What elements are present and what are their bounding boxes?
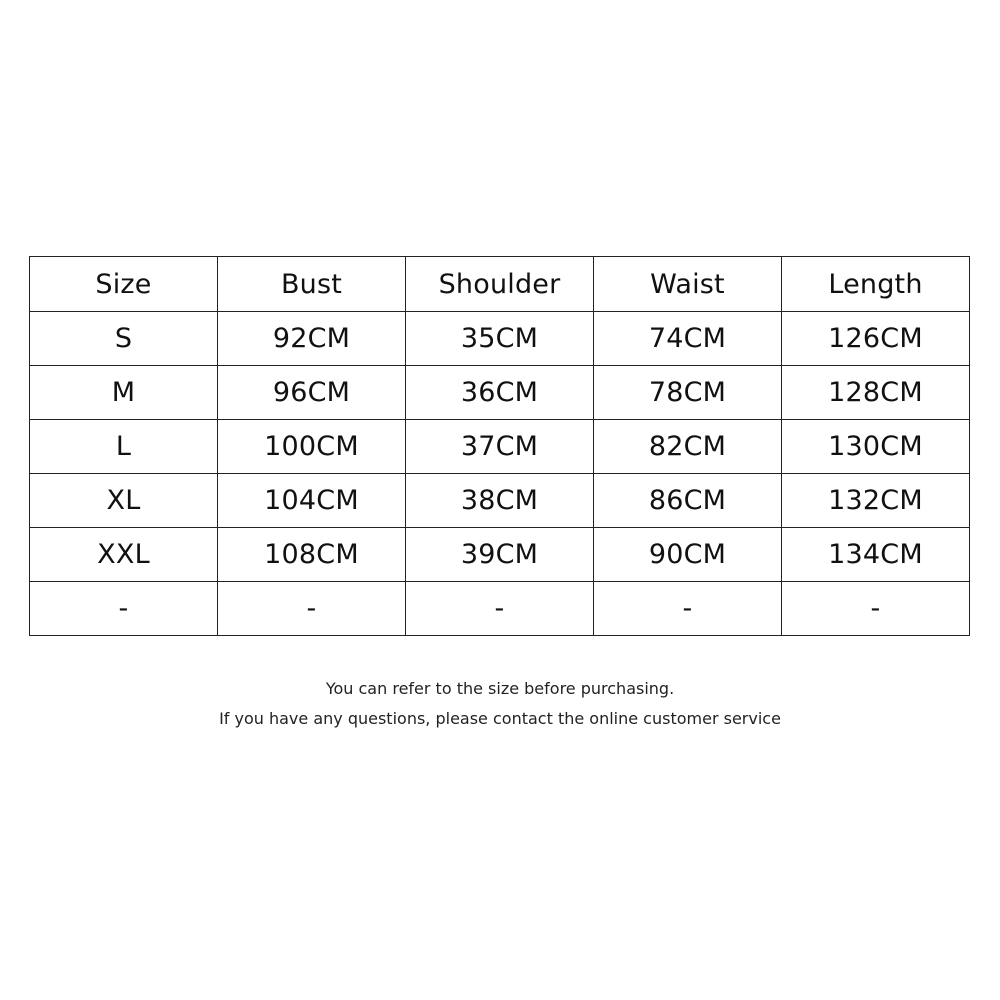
- cell-bust: 100CM: [218, 420, 406, 474]
- note-refer-size: You can refer to the size before purchasing.: [325, 679, 675, 698]
- table-header-row: [30, 257, 970, 312]
- table-row: [30, 582, 970, 636]
- cell-size: XL: [30, 474, 218, 528]
- cell-shoulder: 38CM: [406, 474, 594, 528]
- size-notes: [0, 676, 1000, 736]
- cell-size: -: [30, 582, 218, 636]
- cell-size: L: [30, 420, 218, 474]
- cell-shoulder: 36CM: [406, 366, 594, 420]
- cell-length: 132CM: [782, 474, 970, 528]
- cell-waist: 86CM: [594, 474, 782, 528]
- cell-length: 128CM: [782, 366, 970, 420]
- table-row: [30, 312, 970, 366]
- cell-bust: 104CM: [218, 474, 406, 528]
- header-size: Size: [30, 257, 218, 312]
- cell-bust: 108CM: [218, 528, 406, 582]
- cell-waist: 74CM: [594, 312, 782, 366]
- table-row: [30, 366, 970, 420]
- cell-length: 134CM: [782, 528, 970, 582]
- cell-shoulder: 37CM: [406, 420, 594, 474]
- header-length: Length: [782, 257, 970, 312]
- cell-size: M: [30, 366, 218, 420]
- cell-length: -: [782, 582, 970, 636]
- table-row: [30, 474, 970, 528]
- cell-shoulder: -: [406, 582, 594, 636]
- cell-length: 130CM: [782, 420, 970, 474]
- header-waist: Waist: [594, 257, 782, 312]
- table-row: [30, 420, 970, 474]
- cell-bust: -: [218, 582, 406, 636]
- cell-shoulder: 35CM: [406, 312, 594, 366]
- cell-length: 126CM: [782, 312, 970, 366]
- cell-bust: 96CM: [218, 366, 406, 420]
- cell-size: S: [30, 312, 218, 366]
- cell-bust: 92CM: [218, 312, 406, 366]
- size-chart-table: [29, 256, 970, 636]
- table-row: [30, 528, 970, 582]
- cell-size: XXL: [30, 528, 218, 582]
- cell-waist: 90CM: [594, 528, 782, 582]
- cell-shoulder: 39CM: [406, 528, 594, 582]
- cell-waist: 82CM: [594, 420, 782, 474]
- note-contact-service: If you have any questions, please contact the online customer service: [219, 709, 781, 728]
- cell-waist: -: [594, 582, 782, 636]
- cell-waist: 78CM: [594, 366, 782, 420]
- header-bust: Bust: [218, 257, 406, 312]
- header-shoulder: Shoulder: [406, 257, 594, 312]
